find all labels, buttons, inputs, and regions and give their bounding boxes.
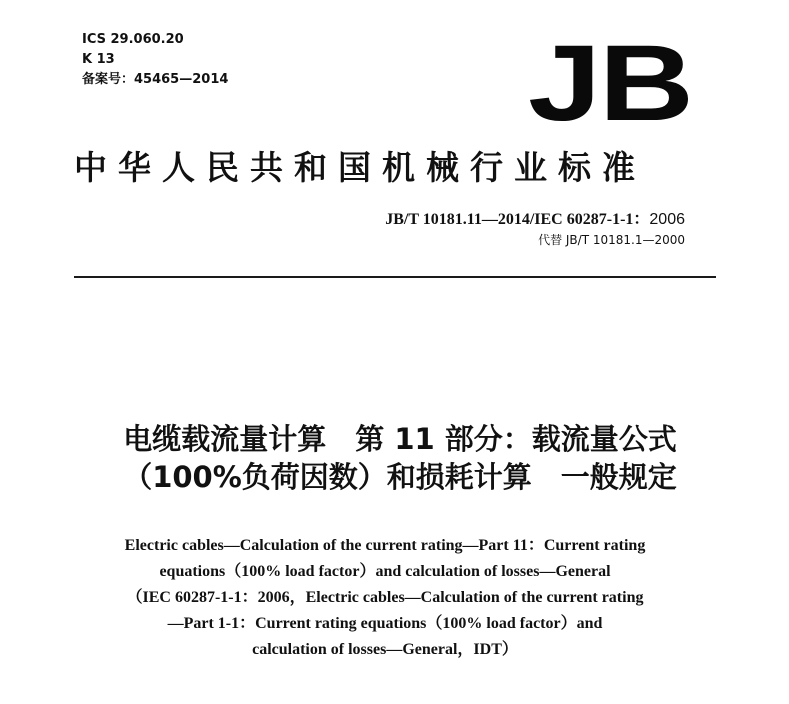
english-title-line-5: calculation of losses—General，IDT） — [252, 641, 518, 658]
record-number: 备案号：45465—2014 — [82, 72, 229, 87]
header-divider — [74, 276, 716, 278]
replaces-standard: 代替 JB/T 10181.1—2000 — [538, 233, 685, 247]
chinese-title-line-2: （100%负荷因数）和损耗计算 一般规定 — [123, 460, 677, 494]
standard-number-year: 2006 — [649, 211, 685, 228]
standard-number-prefix: JB/T 10181.11—2014/IEC 60287-1-1： — [385, 211, 650, 228]
classification-block — [82, 30, 228, 90]
jb-logo: JB — [528, 22, 692, 143]
english-title-line-3: （IEC 60287-1-1：2006，Electric cables—Calculation of the current rating — [126, 589, 644, 606]
english-title — [40, 533, 730, 663]
english-title-line-4: —Part 1-1：Current rating equations（100% load factor）and — [167, 615, 603, 632]
chinese-title — [70, 420, 730, 496]
english-title-line-2: equations（100% load factor）and calculation of losses—General — [159, 563, 611, 580]
standard-number — [385, 206, 685, 229]
english-title-line-1: Electric cables—Calculation of the current rating—Part 11：Current rating — [124, 537, 646, 554]
ics-code: ICS 29.060.20 — [82, 32, 184, 47]
ccs-code: K 13 — [82, 52, 115, 67]
industry-standard-title: 中华人民共和国机械行业标准 — [74, 148, 646, 187]
chinese-title-line-1: 电缆载流量计算 第 11 部分：载流量公式 — [123, 422, 677, 456]
